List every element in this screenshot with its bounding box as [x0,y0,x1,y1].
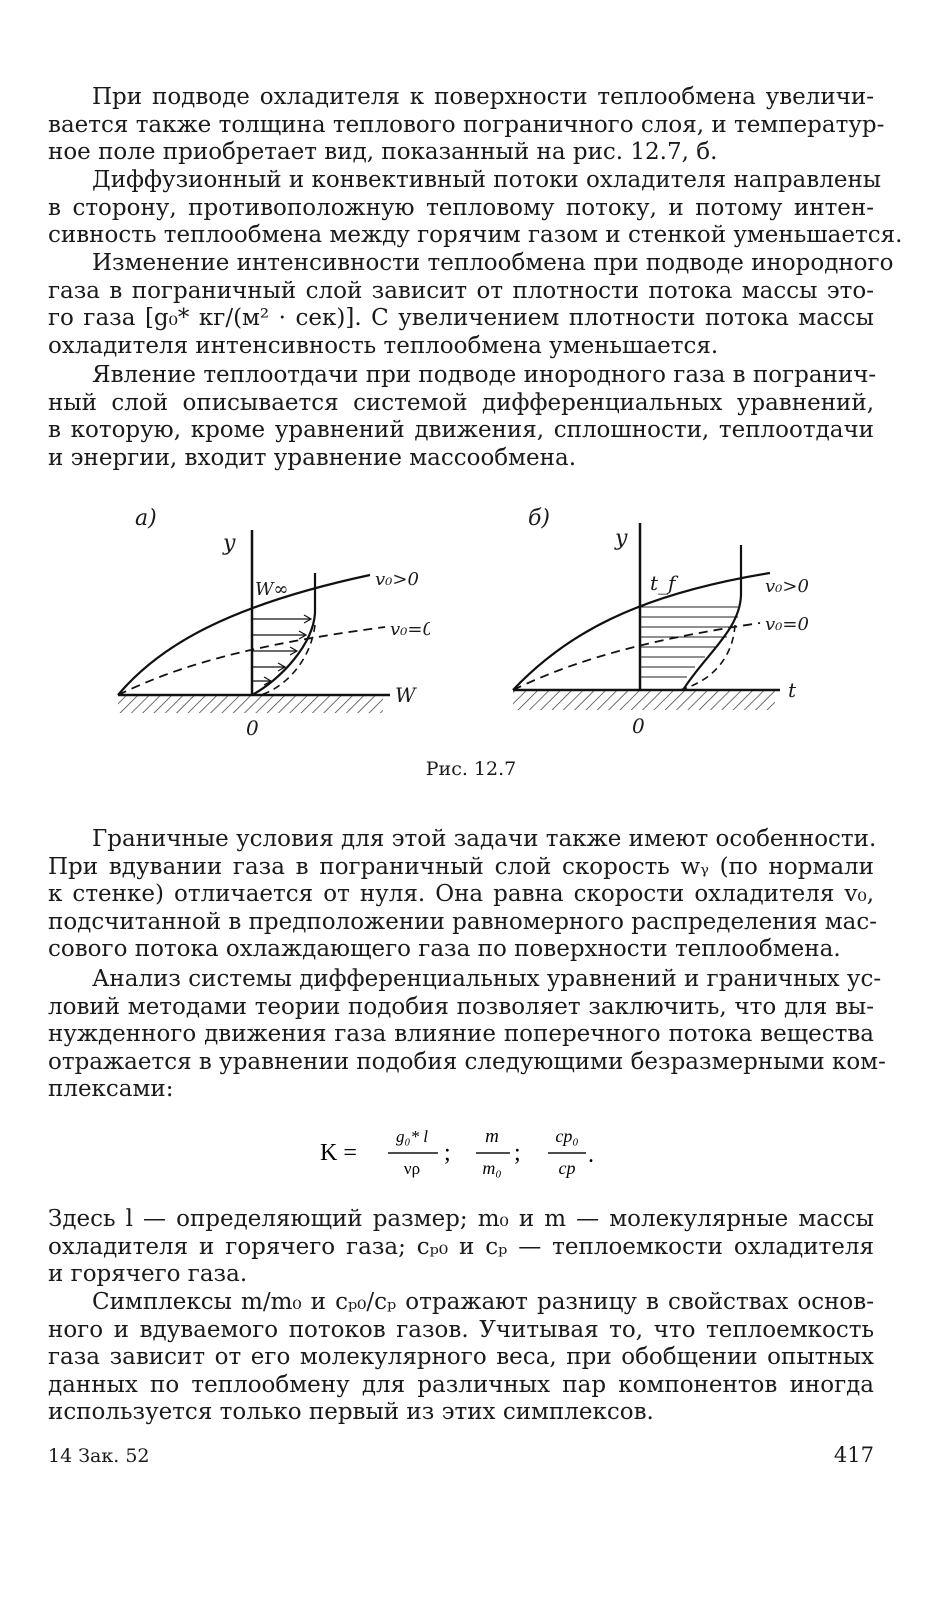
figure-panel-b [495,495,840,745]
boundary-layer-curve-upper [513,573,770,690]
axis-y-label: y [615,526,628,551]
axis-x-label: W [395,683,416,707]
panel-label: a) [135,506,157,531]
paragraph-7 [48,1206,874,1289]
formula-fraction-2-numerator: m [485,1126,499,1147]
text-line: го газа [g₀* кг/(м² · сек)]. С увеличением плотности потока массы [48,305,874,331]
paragraph-4 [48,362,877,472]
axis-x-label: t [788,678,797,702]
text-line: сивность теплообмена между горячим газом и стенкой уменьшается. [48,222,903,248]
paragraph-8 [48,1289,874,1427]
curve-upper-label: v₀>0 [765,576,809,597]
free-stream-label: t_f [650,571,676,595]
text-line: и горячего газа. [48,1261,248,1287]
text-line: в которую, кроме уравнений движения, сплошности, теплоотдачи [48,417,874,443]
text-line: сового потока охлаждающего газа по поверхности теплообмена. [48,936,841,962]
paragraph-3 [48,250,894,360]
formula-end: . [588,1142,594,1168]
figure-panel-a [100,495,430,745]
formula-fraction-3-numerator: cp₀ [555,1126,579,1146]
text-line: отражается в уравнении подобия следующими безразмерными ком- [48,1048,886,1075]
formula-fraction-1-denominator: νρ [403,1159,421,1178]
text-line: подсчитанной в предположении равномерного распределения мас- [48,908,878,935]
text-line: газа в пограничный слой зависит от плотности потока массы это- [48,277,874,304]
page-number: 417 [833,1443,874,1467]
text-line: Анализ системы дифференциальных уравнений и граничных ус- [92,966,882,992]
text-line: к стенке) отличается от нуля. Она равна скорости охладителя v₀, [48,881,874,907]
text-line: ный слой описывается системой дифференциальных уравнений, [48,389,874,416]
formula-fraction-2-denominator: m₀ [482,1158,502,1178]
printer-signature: 14 Зак. 52 [48,1445,150,1467]
text-line: Симплексы m/m₀ и cₚ₀/cₚ отражают разницу в свойствах основ- [92,1289,874,1315]
paragraph-2 [48,167,903,250]
free-stream-label: W∞ [255,579,289,600]
text-line: ного и вдуваемого потоков газов. Учитывая то, что теплоемкость [48,1316,874,1343]
text-line: ловий методами теории подобия позволяет заключить, что для вы- [48,993,874,1020]
paragraph-6 [48,966,886,1104]
text-line: и энергии, входит уравнение массообмена. [48,444,577,471]
origin-label: 0 [246,716,259,740]
text-line: Диффузионный и конвективный потоки охладителя направлены [92,167,882,193]
wall-hatch [513,690,775,710]
text-line: в сторону, противоположную тепловому потоку, и потому интен- [48,194,874,221]
formula-separator: ; [444,1140,451,1166]
formula-separator: ; [514,1140,521,1166]
panel-label: б) [528,506,551,531]
origin-label: 0 [632,714,645,738]
text-line: охладителя и горячего газа; cₚ₀ и cₚ — теплоемкости охладителя [48,1233,874,1260]
wall-hatch [118,695,383,713]
curve-lower-label: v₀=0 [390,619,430,640]
paragraph-5 [48,826,878,964]
text-line: Изменение интенсивности теплообмена при подводе инородного [92,250,894,276]
boundary-layer-curve-upper [118,575,370,695]
formula-lhs: K = [320,1140,357,1166]
text-line: используется только первый из этих симплексов. [48,1399,654,1425]
text-line: вается также толщина теплового пограничного слоя, и температур- [48,111,885,138]
paragraph-1 [48,84,885,167]
similarity-formula [320,1118,640,1188]
text-line: Здесь l — определяющий размер; m₀ и m — молекулярные массы [48,1206,874,1232]
curve-upper-label: v₀>0 [375,569,419,590]
axis-y-label: y [223,531,236,556]
formula-fraction-1-numerator: g₀* l [396,1127,428,1146]
curve-lower-label: v₀=0 [765,614,809,635]
text-line: При подводе охладителя к поверхности теплообмена увеличи- [92,84,874,110]
text-line: При вдувании газа в пограничный слой скорость wᵧ (по нормали [48,853,874,880]
text-line: газа зависит от его молекулярного веса, при обобщении опытных [48,1344,874,1370]
text-line: Явление теплоотдачи при подводе инородного газа в погранич- [92,362,877,388]
temperature-shading [640,607,738,677]
text-line: Граничные условия для этой задачи также имеют особенности. [92,826,877,852]
text-line: данных по теплообмену для различных пар компонентов иногда [48,1371,874,1398]
text-line: нужденного движения газа влияние поперечного потока вещества [48,1021,874,1047]
text-line: охладителя интенсивность теплообмена уменьшается. [48,332,719,359]
figure-caption: Рис. 12.7 [425,758,517,780]
text-line: плексами: [48,1076,174,1102]
text-line: ное поле приобретает вид, показанный на рис. 12.7, б. [48,139,718,165]
formula-fraction-3-denominator: cp [558,1158,576,1178]
